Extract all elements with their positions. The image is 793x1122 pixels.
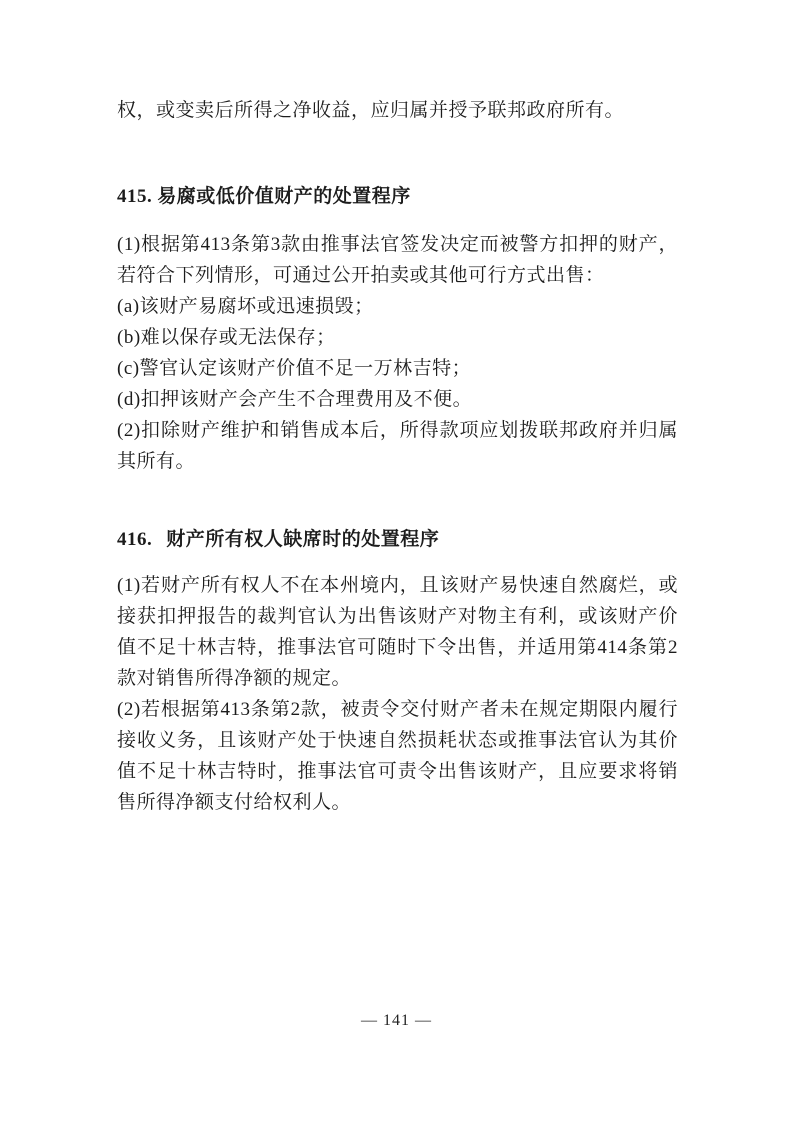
section-416-paragraph-2: (2)若根据第413条第2款，被责令交付财产者未在规定期限内履行接收义务，且该财产处于快速自然损耗状态或推事法官认为其价值不足十林吉特时，推事法官可责令出售该财产，且应要求将销售所得净额支付给权利人。 [117,699,678,813]
section-415-item-a: (a)该财产易腐坏或迅速损毁； [117,296,374,317]
section-415-item-c: (c)警官认定该财产价值不足一万林吉特； [117,358,472,379]
section-416-title: 财产所有权人缺席时的处置程序 [166,529,440,550]
section-415-item-b: (b)难以保存或无法保存； [117,327,336,348]
section-416-number: 416. [117,529,153,550]
section-415-item-d: (d)扣押该财产会产生不合理费用及不便。 [117,389,473,410]
continuation-paragraph: 权，或变卖后所得之净收益，应归属并授予联邦政府所有。 [117,100,625,121]
section-415-heading [117,181,678,212]
page-content [117,95,678,818]
section-415-paragraph-2: (2)扣除财产维护和销售成本后，所得款项应划拨联邦政府并归属其所有。 [117,420,678,472]
section-416-paragraph-1: (1)若财产所有权人不在本州境内，且该财产易快速自然腐烂，或接获扣押报告的裁判官认为出售该财产对物主有利，或该财产价值不足十林吉特，推事法官可随时下令出售，并适用第414条第2款对销售所得净额的规定。 [117,575,678,689]
section-415-title: 易腐或低价值财产的处置程序 [157,186,411,207]
page-number: — 141 — [361,1012,432,1029]
section-416-heading [117,524,678,555]
section-415-number: 415. [117,186,153,207]
section-415-paragraph-1: (1)根据第413条第3款由推事法官签发决定而被警方扣押的财产，若符合下列情形，可通过公开拍卖或其他可行方式出售： [117,234,678,286]
